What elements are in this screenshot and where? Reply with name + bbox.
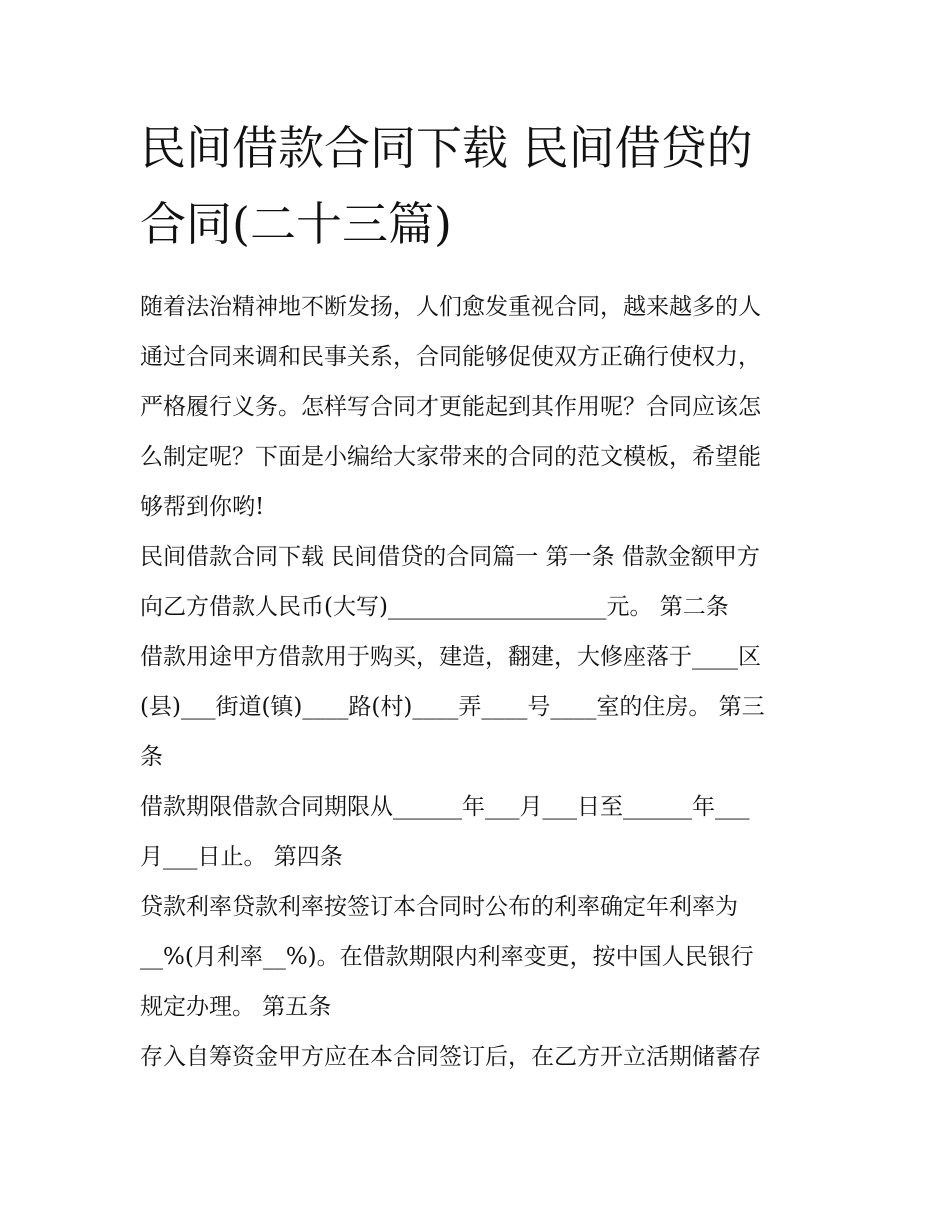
clause-line: 借款期限借款合同期限从______年___月___日至______年___ [140, 794, 750, 820]
title-line-1: 民间借款合同下载 民间借贷的 [140, 121, 753, 175]
clause-line: 贷款利率贷款利率按签订本合同时公布的利率确定年利率为 [140, 894, 738, 920]
intro-line: 么制定呢？下面是小编给大家带来的合同的范文模板，希望能 [140, 444, 761, 470]
intro-line: 够帮到你哟! [140, 494, 265, 520]
intro-line: 严格履行义务。怎样写合同才更能起到其作用呢？合同应该怎 [140, 394, 761, 420]
title-line-2: 合同(二十三篇) [140, 197, 452, 251]
document-title [140, 110, 815, 262]
clause-line: (县)___街道(镇)____路(村)____弄____号____室的住房。 第三 [140, 694, 765, 720]
document-content [140, 110, 815, 1082]
clause-line: 借款用途甲方借款用于购买，建造，翻建，大修座落于____区 [140, 644, 761, 670]
intro-line: 通过合同来调和民事关系，合同能够促使双方正确行使权力， [140, 344, 761, 370]
clauses-section [140, 532, 815, 1082]
clause-line: 条 [140, 744, 163, 770]
intro-paragraph [140, 282, 815, 532]
clause-line: 存入自筹资金甲方应在本合同签订后，在乙方开立活期储蓄存 [140, 1044, 761, 1070]
clause-line: 向乙方借款人民币(大写)___________________元。 第二条 [140, 594, 729, 620]
document-body [140, 282, 815, 1082]
intro-line: 随着法治精神地不断发扬，人们愈发重视合同，越来越多的人 [140, 294, 761, 320]
clause-line: 月___日止。 第四条 [140, 844, 343, 870]
clause-line: 规定办理。 第五条 [140, 994, 332, 1020]
clause-line: 民间借款合同下载 民间借贷的合同篇一 第一条 借款金额甲方 [140, 544, 760, 570]
clause-line: __%(月利率__%)。在借款期限内利率变更，按中国人民银行 [140, 944, 754, 970]
